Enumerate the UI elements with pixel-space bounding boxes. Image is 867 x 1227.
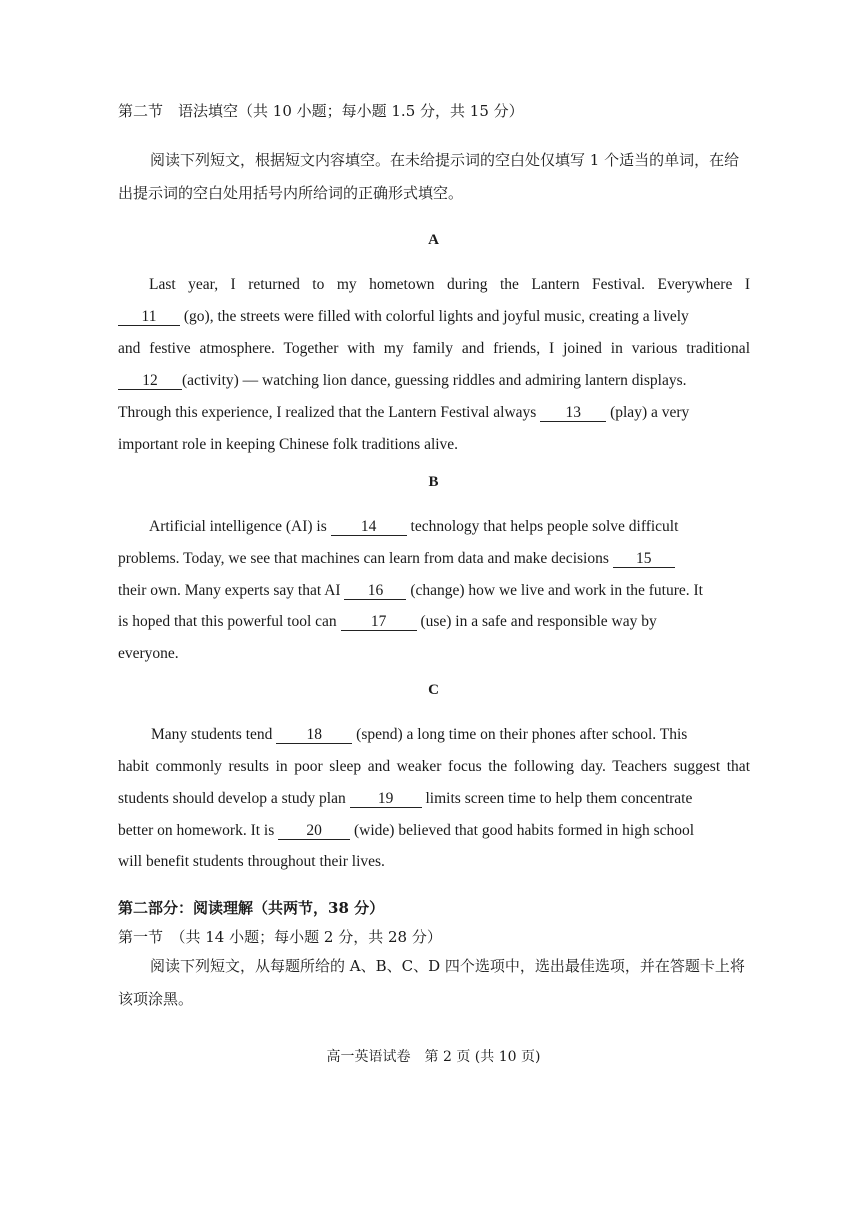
part2-section1-heading: 第一节 （共 14 小题；每小题 2 分，共 28 分） [118, 928, 442, 946]
passage-b-line-1 [149, 516, 750, 538]
passage-a-line-2 [118, 306, 750, 328]
passage-a-line-3: and festive atmosphere. Together with my family and friends, I joined in various traditional [118, 340, 750, 357]
passage-a-line-5 [118, 402, 750, 424]
grammar-instruction [118, 144, 750, 210]
blank-19: 19 [350, 791, 422, 808]
passage-c-line-1 [151, 724, 750, 746]
passage-c-line-3-post: limits screen time to help them concentrate [421, 790, 693, 807]
passage-c-line-4-post: (wide) believed that good habits formed in high school [350, 822, 695, 839]
passage-a-line-4-text: (activity) — watching lion dance, guessing riddles and admiring lantern displays. [182, 372, 687, 389]
passage-b-line-3-post: (change) how we live and work in the future. It [406, 582, 703, 599]
passage-b-line-5: everyone. [118, 645, 179, 662]
passage-b-line-2-pre: problems. Today, we see that machines can learn from data and make decisions [118, 550, 613, 567]
blank-13: 13 [540, 405, 606, 422]
passage-c-line-3 [118, 788, 750, 810]
passage-a-line-4 [118, 370, 750, 392]
grammar-instruction-text: 阅读下列短文，根据短文内容填空。在未给提示词的空白处仅填写 1 个适当的单词，在给出提示词的空白处用括号内所给词的正确形式填空。 [118, 151, 740, 202]
passage-c-line-3-pre: students should develop a study plan [118, 790, 350, 807]
passage-b-line-2 [118, 548, 750, 570]
passage-c-line-1-pre: Many students tend [151, 726, 277, 743]
passage-b-line-3 [118, 580, 750, 602]
passage-c-line-1-post: (spend) a long time on their phones after school. This [352, 726, 688, 743]
part2-heading [118, 897, 384, 918]
passage-b-line-1-pre: Artificial intelligence (AI) is [149, 518, 331, 535]
blank-12: 12 [118, 373, 182, 390]
reading-instruction [118, 950, 750, 1016]
part2-heading-text: 第二部分：阅读理解（共两节，38 分） [118, 899, 385, 917]
blank-16: 16 [344, 583, 406, 600]
blank-18: 18 [276, 727, 352, 744]
blank-15: 15 [613, 551, 675, 568]
reading-instruction-text: 阅读下列短文，从每题所给的 A、B、C、D 四个选项中，选出最佳选项，并在答题卡上将该项涂黑。 [118, 957, 745, 1008]
passage-a-line-2-text: (go), the streets were filled with colorful lights and joyful music, creating a lively [180, 308, 689, 325]
passage-b-letter: B [428, 474, 439, 490]
page-footer: 高一英语试卷 第 2 页 (共 10 页) [326, 1049, 541, 1065]
passage-a-line-6: important role in keeping Chinese folk traditions alive. [118, 436, 459, 453]
passage-c-letter: C [428, 682, 439, 698]
blank-17: 17 [341, 614, 417, 631]
passage-b-line-1-post: technology that helps people solve difficult [406, 518, 679, 535]
passage-a-line-5-post: (play) a very [606, 404, 690, 421]
passage-b-line-4 [118, 611, 750, 633]
passage-a-line-1: Last year, I returned to my hometown during the Lantern Festival. Everywhere I [149, 276, 750, 293]
blank-14: 14 [331, 519, 407, 536]
passage-c-line-4-pre: better on homework. It is [118, 822, 279, 839]
passage-b-line-4-pre: is hoped that this powerful tool can [118, 613, 341, 630]
section2-heading: 第二节 语法填空（共 10 小题；每小题 1.5 分，共 15 分） [118, 102, 524, 120]
passage-c-line-5: will benefit students throughout their lives. [118, 853, 385, 870]
passage-a-letter: A [428, 232, 439, 248]
passage-b-line-4-post: (use) in a safe and responsible way by [416, 613, 657, 630]
blank-11: 11 [118, 309, 180, 326]
passage-a-line-5-pre: Through this experience, I realized that the Lantern Festival always [118, 404, 541, 421]
blank-20: 20 [278, 823, 350, 840]
passage-c-line-2: habit commonly results in poor sleep and weaker focus the following day. Teachers suggest that [118, 758, 750, 775]
passage-c-line-4 [118, 820, 750, 842]
passage-b-line-3-pre: their own. Many experts say that AI [118, 582, 345, 599]
